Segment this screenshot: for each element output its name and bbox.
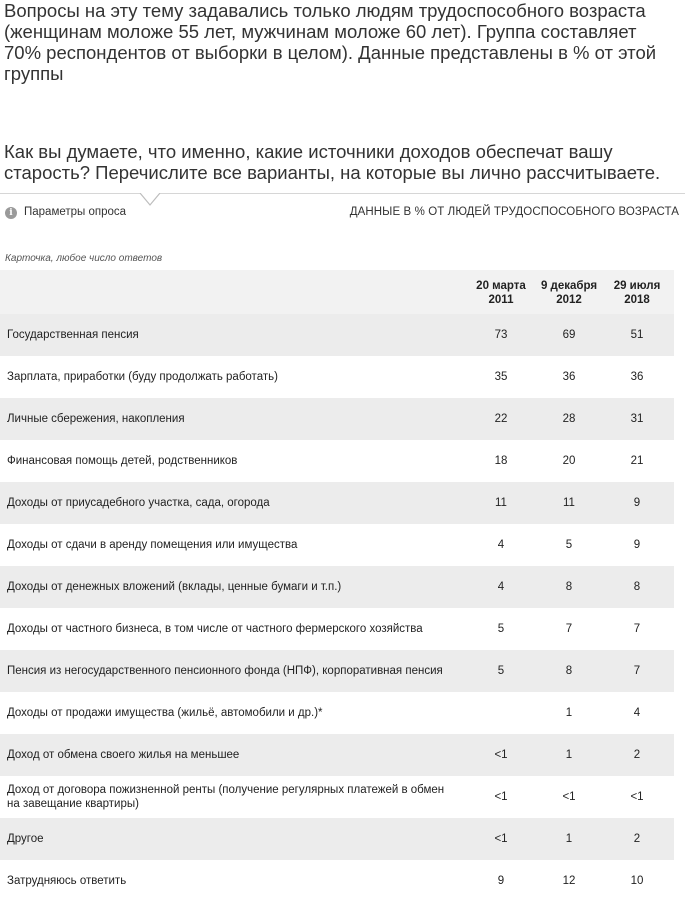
table-row [0,566,674,608]
cell-value: 36 [630,371,644,383]
cell-value: 20 [562,455,576,467]
column-header: 20 марта 2011 [476,280,526,306]
cell-value: 21 [630,455,644,467]
cell-value: <1 [630,791,644,803]
table-row [0,440,674,482]
cell-value: 5 [497,623,505,635]
table-row [0,356,674,398]
table-header [0,270,674,314]
table-row [0,734,674,776]
intro-text: Вопросы на эту тему задавались только людям трудоспособного возраста (женщинам моложе 55 лет, мужчинам моложе 60 лет). Группа составляет 70% респондентов от выборки в целом). Данные представлены в % от этой группы [4,0,657,84]
cell-value: 36 [562,371,576,383]
cell-value: 4 [633,707,641,719]
cell-value: 4 [497,539,505,551]
cell-value: 69 [562,329,576,341]
cell-value: 9 [633,539,641,551]
results-table [0,270,674,902]
cell-value: 18 [494,455,508,467]
table-row [0,650,674,692]
row-label: Доходы от приусадебного участка, сада, огорода [7,497,270,509]
cell-value: 5 [497,665,505,677]
column-header: 9 декабря 2012 [540,280,598,306]
cell-value: 1 [565,833,573,845]
cell-value: 31 [630,413,644,425]
cell-value: 7 [633,665,641,677]
data-basis-label: ДАННЫЕ В % ОТ ЛЮДЕЙ ТРУДОСПОСОБНОГО ВОЗРАСТА [349,206,679,218]
column-header: 29 июля 2018 [613,280,661,306]
cell-value: 11 [495,497,507,509]
row-label: Финансовая помощь детей, родственников [7,455,238,467]
cell-value: 5 [565,539,573,551]
cell-value: <1 [494,791,508,803]
cell-value: 2 [633,833,641,845]
table-row [0,776,674,818]
row-label: Доходы от частного бизнеса, в том числе от частного фермерского хозяйства [7,623,423,635]
row-label: Личные сбережения, накопления [7,413,185,425]
row-label: Доходы от продажи имущества (жильё, автомобили и др.)* [7,707,323,719]
table-row [0,860,674,902]
cell-value: 22 [494,413,508,425]
survey-params-link[interactable]: Параметры опроса [24,206,127,218]
question-text: Как вы думаете, что именно, какие источники доходов обеспечат вашу старость? Перечислите все варианты, на которые вы лично рассчитываете. [4,141,661,183]
card-note: Карточка, любое число ответов [5,253,163,264]
cell-value: 9 [497,875,505,887]
cell-value: 8 [565,665,573,677]
cell-value: 8 [565,581,573,593]
cell-value: 10 [630,875,644,887]
cell-value: 2 [633,749,641,761]
row-label: Доходы от денежных вложений (вклады, ценные бумаги и т.п.) [7,581,342,593]
row-label: Затрудняюсь ответить [7,875,127,887]
table-row [0,482,674,524]
info-icon[interactable]: i [5,207,17,219]
cell-value: 51 [630,329,644,341]
cell-value: 12 [562,875,576,887]
cell-value: 7 [565,623,573,635]
table-row [0,398,674,440]
cell-value: <1 [494,749,508,761]
cell-value: 7 [633,623,641,635]
table-row [0,524,674,566]
cell-value: 1 [565,749,573,761]
cell-value: 11 [563,497,575,509]
row-label: Зарплата, приработки (буду продолжать работать) [7,371,278,383]
cell-value: 8 [633,581,641,593]
row-label: Государственная пенсия [7,329,139,341]
row-label: Доход от договора пожизненной ренты (получение регулярных платежей в обмен на завещание квартиры) [7,784,445,810]
row-label: Доходы от сдачи в аренду помещения или имущества [7,539,298,551]
cell-value: 28 [562,413,576,425]
cell-value: 73 [494,329,508,341]
row-label: Другое [7,833,44,845]
cell-value: 9 [633,497,641,509]
cell-value: <1 [562,791,576,803]
table-row [0,692,674,734]
table-row [0,608,674,650]
row-label: Доход от обмена своего жилья на меньшее [7,749,240,761]
cell-value: 35 [494,371,508,383]
cell-value: 4 [497,581,505,593]
row-label: Пенсия из негосударственного пенсионного фонда (НПФ), корпоративная пенсия [7,665,443,677]
cell-value: <1 [494,833,508,845]
cell-value: 1 [565,707,573,719]
table-row [0,314,674,356]
table-row [0,818,674,860]
